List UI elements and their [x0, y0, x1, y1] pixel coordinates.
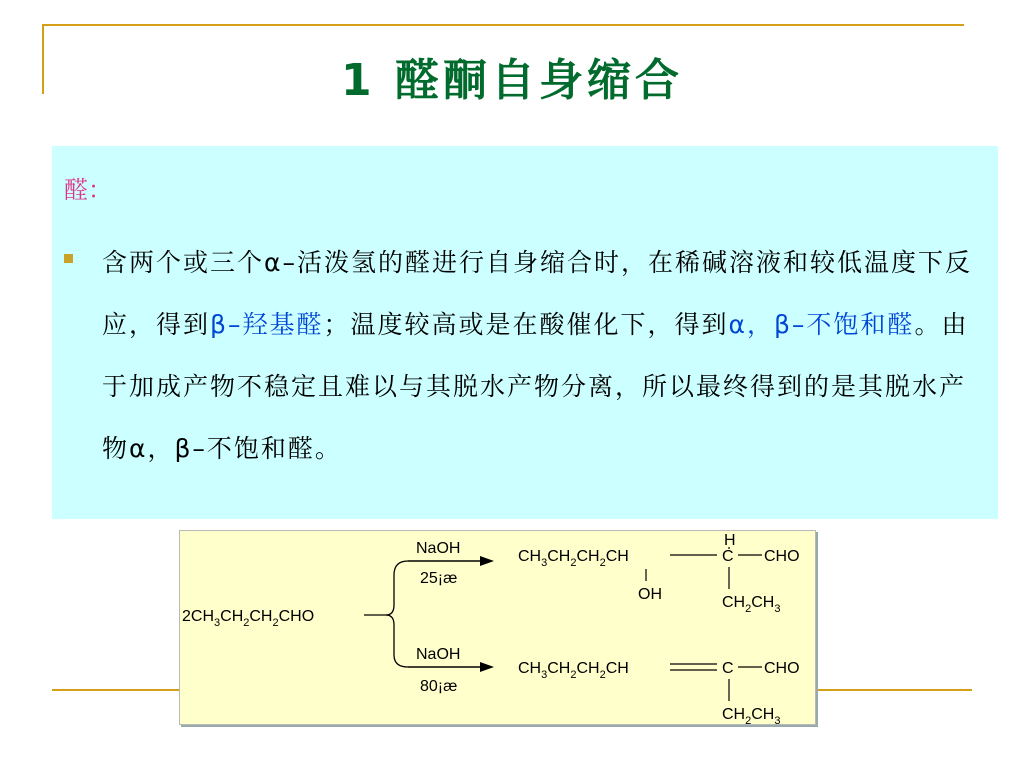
upper-oh: OH: [638, 586, 662, 603]
reaction-scheme-svg: [180, 531, 815, 724]
upper-condition: 25¡æ: [420, 570, 458, 587]
upper-h: H: [724, 532, 736, 549]
lower-condition: 80¡æ: [420, 678, 458, 695]
lower-ethyl: $CH_2CH_3$: [722, 706, 781, 724]
para-text-2: ；温度较高或是在酸催化下，得到: [323, 310, 729, 339]
upper-reagent: NaOH: [416, 540, 461, 557]
upper-product-chain: $CH_3CH_2CH_2CH$: [518, 548, 629, 569]
upper-ethyl: $CH_2CH_3$: [722, 594, 781, 615]
lower-carbon: C: [722, 660, 734, 677]
section-label: 醛：: [64, 176, 112, 204]
upper-cho: CHO: [764, 548, 800, 565]
reactant-formula: $2CH_3CH_2CH_2CHO$: [182, 608, 315, 629]
para-text-1: 含两个或三个α–活泼氢的醛进行自身缩合时，在稀碱溶液和较低温度下反应，得到: [102, 248, 972, 339]
top-rule: [42, 24, 964, 26]
highlight-unsaturated-aldehyde: α，β–不饱和醛: [728, 310, 915, 339]
branch-bracket: [386, 561, 408, 667]
upper-carbon: C: [722, 548, 734, 565]
content-box: [52, 146, 998, 519]
bullet-marker: [64, 254, 73, 263]
lower-cho: CHO: [764, 660, 800, 677]
upper-arrow-head: [480, 556, 494, 566]
lower-product-chain: $CH_3CH_2CH_2CH$: [518, 660, 629, 681]
para-text-3: 。由于加成产物不稳定且难以与其脱水产物分离，所以最终得到的是其脱水产物α，β–不饱和醛。: [102, 310, 969, 463]
highlight-hydroxy-aldehyde: β–羟基醛: [210, 310, 324, 339]
lower-arrow-head: [480, 662, 494, 672]
slide-title: 1 醛酮自身缩合: [341, 55, 683, 106]
reaction-scheme: [179, 530, 816, 725]
body-paragraph: [102, 232, 982, 480]
lower-reagent: NaOH: [416, 646, 461, 663]
